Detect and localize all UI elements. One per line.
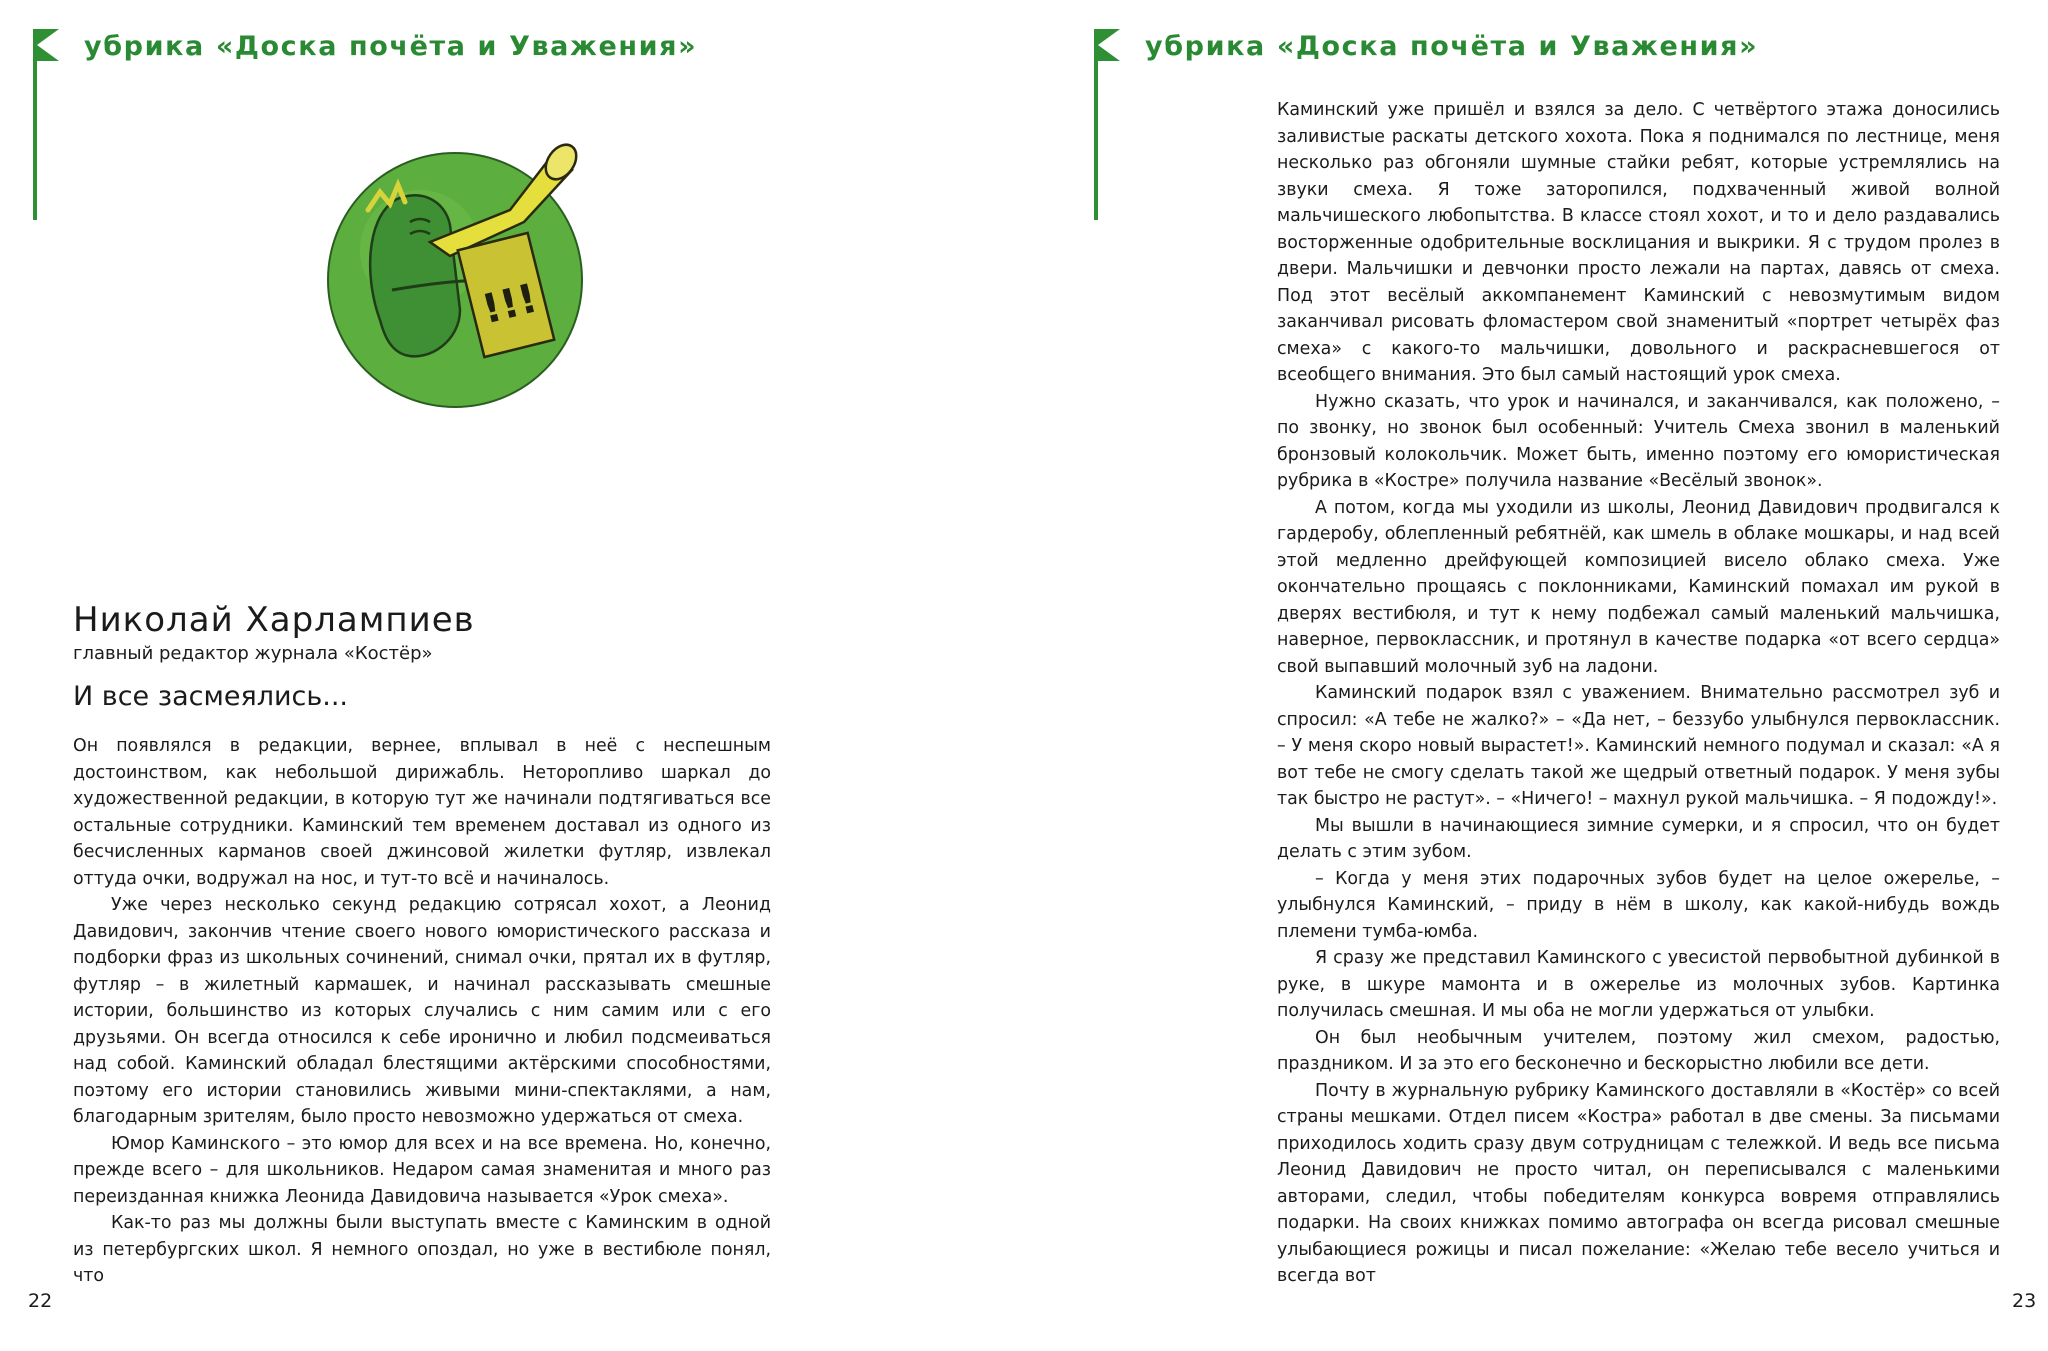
author-role: главный редактор журнала «Костёр»: [73, 643, 433, 664]
rubric-title: убрика «Доска почёта и Уважения»: [84, 31, 698, 62]
sign-text: !!!: [477, 275, 542, 334]
rubric-title: убрика «Доска почёта и Уважения»: [1145, 31, 1759, 62]
page-number: 22: [28, 1290, 53, 1312]
paragraph: Юмор Каминского – это юмор для всех и на все времена. Но, конечно, прежде всего – для школьников. Недаром самая знаменитая и много раз переизданная книжка Леонида Давидовича называется «Урок смеха».: [73, 1133, 771, 1207]
trumpeter-illustration-icon: [310, 130, 600, 410]
paragraph: – Когда у меня этих подарочных зубов будет на целое ожерелье, – улыбнулся Каминский, – приду в нём в школу, как какой-нибудь вождь племени тумба-юмба.: [1277, 868, 2000, 942]
author-name: Николай Харлампиев: [73, 600, 475, 640]
paragraph: Каминский уже пришёл и взялся за дело. С четвёртого этажа доносились заливистые раскаты детского хохота. Пока я поднимался по лестнице, меня несколько раз обгоняли шумные стайки ребят, которые устремлялись на звуки смеха. Я тоже заторопился, подхваченный живой волной мальчишеского любопытства. В классе стоял хохот, и то и дело раздавались восторженные одобрительные восклицания и выкрики. Я с трудом пролез в двери. Мальчишки и девчонки просто лежали на партах, давясь от смеха. Под этот весёлый аккомпанемент Каминский с невозмутимым видом заканчивал рисовать фломастером свой знаменитый «портрет четырёх фаз смеха» с какого-то мальчишки, довольного и раскрасневшегося от всеобщего внимания. Это был самый настоящий урок смеха.: [1277, 100, 2000, 385]
paragraph: Каминский подарок взял с уважением. Внимательно рассмотрел зуб и спросил: «А тебе не жалко?» – «Да нет, – беззубо улыбнулся первоклассник. – У меня скоро новый вырастет!». Каминский немного подумал и сказал: «А я вот тебе не смогу сделать такой же щедрый ответный подарок. У меня зубы так быстро не растут». – «Ничего! – махнул рукой мальчишка. – Я подожду!».: [1277, 683, 2000, 809]
rubric-flag-icon: [1098, 29, 1120, 61]
paragraph: Нужно сказать, что урок и начинался, и заканчивался, как положено, – по звонку, но звонок был особенный: Учитель Смеха звонил в маленький бронзовый колокольчик. Может быть, именно поэтому его юмористическая рубрика в «Костре» получила название «Весёлый звонок».: [1277, 391, 2000, 491]
article-title: И все засмеялись...: [73, 681, 349, 712]
right-page: [1024, 0, 2048, 1351]
article-body-right: [1277, 97, 2000, 1286]
paragraph: А потом, когда мы уходили из школы, Леонид Давидович продвигался к гардеробу, облепленный ребятнёй, как шмель в облаке мошкары, и над всей этой медленно дрейфующей композицией висело облако смеха. Уже окончательно прощаясь с поклонниками, Каминский помахал им рукой в дверях вестибюля, и тут к нему подбежал самый маленький мальчишка, наверное, первоклассник, и протянул в качестве подарка «от всего сердца» свой выпавший молочный зуб на ладони.: [1277, 497, 2000, 677]
paragraph: Как-то раз мы должны были выступать вместе с Каминским в одной из петербургских школ. Я немного опоздал, но уже в вестибюле понял, что: [73, 1213, 771, 1286]
paragraph: Я сразу же представил Каминского с увесистой первобытной дубинкой в руке, в шкуре мамонта и в ожерелье из молочных зубов. Картинка получилась смешная. И мы оба не могли удержаться от улыбки.: [1277, 948, 2000, 1021]
paragraph: Он был необычным учителем, поэтому жил смехом, радостью, праздником. И за это его бесконечно и бескорыстно любили все дети.: [1277, 1027, 2000, 1074]
paragraph: Уже через несколько секунд редакцию сотрясал хохот, а Леонид Давидович, закончив чтение своего нового юмористического рассказа и подборки фраз из школьных сочинений, снимал очки, прятал их в футляр, футляр – в жилетный кармашек, и начинал рассказывать смешные истории, большинство из которых случались с ним самим или с его друзьями. Он всегда относился к себе иронично и любил подсмеиваться над собой. Каминский обладал блестящими актёрскими способностями, поэтому его истории становились живыми мини-спектаклями, а нам, благодарным зрителям, было просто невозможно удержаться от смеха.: [73, 895, 771, 1127]
article-body-left: [73, 733, 771, 1286]
paragraph: Мы вышли в начинающиеся зимние сумерки, и я спросил, что он будет делать с этим зубом.: [1277, 815, 2000, 862]
rubric-flag-icon: [37, 29, 59, 61]
page-number: 23: [2012, 1290, 2037, 1312]
paragraph: Он появлялся в редакции, вернее, вплывал в неё с неспешным достоинством, как небольшой дирижабль. Неторопливо шаркал до художественной редакции, в которую тут же начинали подтягиваться все остальные сотрудники. Каминский тем временем доставал из одного из бесчисленных карманов своей джинсовой жилетки футляр, извлекал оттуда очки, водружал на нос, и тут-то всё и начиналось.: [73, 736, 771, 889]
paragraph: Почту в журнальную рубрику Каминского доставляли в «Костёр» со всей страны мешками. Отдел писем «Костра» работал в две смены. За письмами приходилось ходить сразу двум сотрудницам с тележкой. И ведь все письма Леонид Давидович не просто читал, он переписывался с маленькими авторами, следил, чтобы победителям конкурса вовремя отправлялись подарки. На своих книжках помимо автографа он всегда рисовал смешные улыбающиеся рожицы и писал пожелание: «Желаю тебе весело учиться и всегда вот: [1277, 1080, 2000, 1286]
